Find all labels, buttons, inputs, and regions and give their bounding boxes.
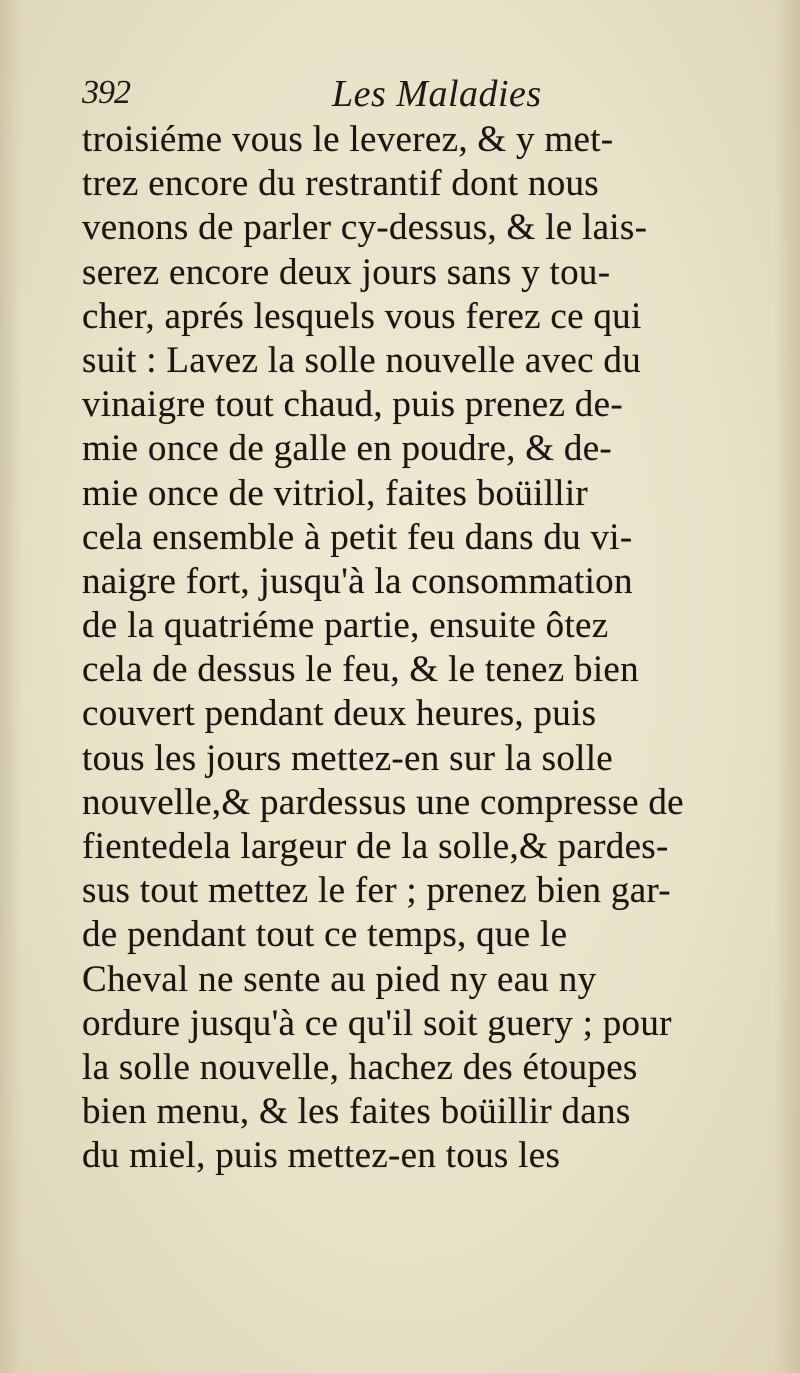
text-line: vinaigre tout chaud, puis prenez de- <box>82 384 623 426</box>
text-line: de pendant tout ce temps, que le <box>82 914 568 956</box>
text-line: du miel, puis mettez-en tous les <box>82 1135 561 1177</box>
text-line: la solle nouvelle, hachez des étoupes <box>82 1046 638 1088</box>
page-number: 392 <box>82 74 130 111</box>
text-line: venons de parler cy-dessus, & le lais- <box>82 207 648 249</box>
running-title: Les Maladies <box>332 73 542 115</box>
text-line: troisiéme vous le leverez, & y met- <box>82 119 614 160</box>
page-header <box>82 70 762 122</box>
text-line: sus tout mettez le fer ; prenez bien gar- <box>82 870 671 912</box>
text-line: cher, aprés lesquels vous ferez ce qui <box>82 295 642 337</box>
text-line: suit : Lavez la solle nouvelle avec du <box>82 339 642 381</box>
text-line: mie once de vitriol, faites boüillir <box>82 472 589 514</box>
body-text <box>82 118 772 1179</box>
text-line: mie once de galle en poudre, & de- <box>82 428 613 470</box>
text-line: trez encore du restrantif dont nous <box>82 163 600 205</box>
text-line: nouvelle,& pardessus une compresse de <box>82 781 684 823</box>
text-line: tous les jours mettez-en sur la solle <box>82 737 614 779</box>
text-line: bien menu, & les faites boüillir dans <box>82 1091 631 1133</box>
text-line: couvert pendant deux heures, puis <box>82 693 597 735</box>
text-line: cela ensemble à petit feu dans du vi- <box>82 516 633 558</box>
text-line: serez encore deux jours sans y tou- <box>82 251 611 293</box>
text-line: naigre fort, jusqu'à la consommation <box>82 560 633 602</box>
text-line: Cheval ne sente au pied ny eau ny <box>82 958 597 1000</box>
text-line: cela de dessus le feu, & le tenez bien <box>82 649 639 691</box>
text-line: de la quatriéme partie, ensuite ôtez <box>82 605 609 647</box>
text-line: fientedela largeur de la solle,& pardes- <box>82 826 669 867</box>
text-line: ordure jusqu'à ce qu'il soit guery ; pour <box>82 1002 672 1044</box>
